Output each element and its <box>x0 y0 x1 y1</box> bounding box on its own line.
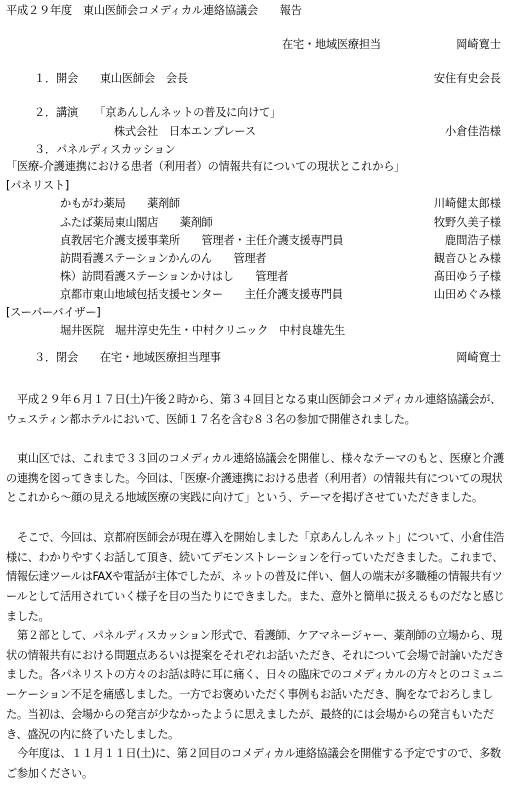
panelist-org: かもがわ薬局 薬剤師 <box>60 197 180 210</box>
panelist-org: 株）訪問看護ステーションかけはし 管理者 <box>60 270 288 283</box>
opening-name: 安住有史会長 <box>433 72 501 85</box>
panelists-heading: [パネリスト] <box>6 179 70 192</box>
reporter-name: 岡崎寛士 <box>456 38 501 51</box>
closing-label: ３．閉会 在宅・地域医療担当理事 <box>34 351 221 364</box>
panelist-name: 鹿間浩子様 <box>445 234 501 247</box>
supervisor-names: 堀井医院 堀井淳史先生・中村クリニック 中村良雄先生 <box>60 324 346 337</box>
panel-theme: 「医療‐介護連携における患者（利用者）の情報共有についての現状とこれから」 <box>6 160 406 173</box>
lecture-label: ２．講演 「京あんしんネットの普及に向けて」 <box>34 106 282 119</box>
report-title: 平成２９年度 東山医師会コメディカル連絡協議会 報告 <box>6 4 302 17</box>
panelist-name: 牧野久美子様 <box>433 216 501 229</box>
lecture-affiliation: 株式会社 日本エンブレース <box>114 125 256 138</box>
panelist-name: 髙田ゆう子様 <box>433 270 501 283</box>
panelist-org: 訪問看護ステーションかんのん 管理者 <box>60 252 267 265</box>
panel-label: ３．パネルディスカッション <box>34 143 176 156</box>
panelist-org: 貞教居宅介護支援事業所 管理者・主任介護支援専門員 <box>60 234 344 247</box>
lecturer-name: 小倉佳浩様 <box>445 125 501 138</box>
supervisor-heading: [スーパーバイザー] <box>6 306 101 319</box>
panelist-name: 山田めぐみ様 <box>433 288 501 301</box>
panelist-org: ふたば薬局東山閣店 薬剤師 <box>60 216 213 229</box>
closing-name: 岡崎寛士 <box>456 351 501 364</box>
body-paragraph: 平成２９年６月１７日(土)午後２時から、第３４回目となる東山医師会コメディカル連絡協議会が、ウェスティン都ホテルにおいて、医師１７名を含む８３名の参加で開催されました。 <box>6 393 501 426</box>
panelist-org: 京都市東山地域包括支援センター 主任介護支援専門員 <box>60 288 343 301</box>
reporter-department: 在宅・地域医療担当 <box>282 38 381 51</box>
body-paragraph: そこで、今回は、京都府医師会が現在導入を開始しました「京あんしんネット」について、小倉佳浩様に、わかりやすくお話して頂き、続いてデモンストレーションを行っていただきました。これまで、情報伝達ツールはFAXや電話が主体でしたが、ネットの普及に伴い、個人の端末が多職種の情報共有ツールとして活用されていく様子を目の当たりにできました。また、意外と簡単に扱えるものだなと感じました。 <box>6 531 505 623</box>
opening-label: １．開会 東山医師会 会長 <box>34 72 188 85</box>
body-paragraph: 今年度は、１１月１１日(土)に、第２回目のコメディカル連絡協議会を開催する予定ですので、多数ご参加ください。 <box>6 747 501 780</box>
panelist-name: 川崎健太郎様 <box>433 197 501 210</box>
panelist-name: 観音ひとみ様 <box>433 252 501 265</box>
body-paragraph: 第２部として、パネルディスカッション形式で、看護師、ケアマネージャー、薬剤師の立場から、現状の情報共有における問題点あるいは提案をそれぞれお話いただき、それについて会場で討論いただきました。各パネリストの方々のお話は時に耳に痛く、日々の臨床でのコメディカルの方々とのコミュニーケーション不足を痛感しました。一方でお褒めいただく事例もお話いただき、胸をなでおろしました。当初は、会場からの発言が少なかったように思えましたが、最終的には会場からの発言もいただき、盛況の内に終了いたしました。 <box>6 629 504 741</box>
body-paragraph: 東山区では、これまで３３回のコメディカル連絡協議会を開催し、様々なテーマのもと、医療と介護の連携を図ってきました。今回は、「医療‐介護連携における患者（利用者）の情報共有についての現状とこれから～顔の見える地域医療の実践に向けて」という、テーマを掲げさせていただきました。 <box>6 452 504 505</box>
